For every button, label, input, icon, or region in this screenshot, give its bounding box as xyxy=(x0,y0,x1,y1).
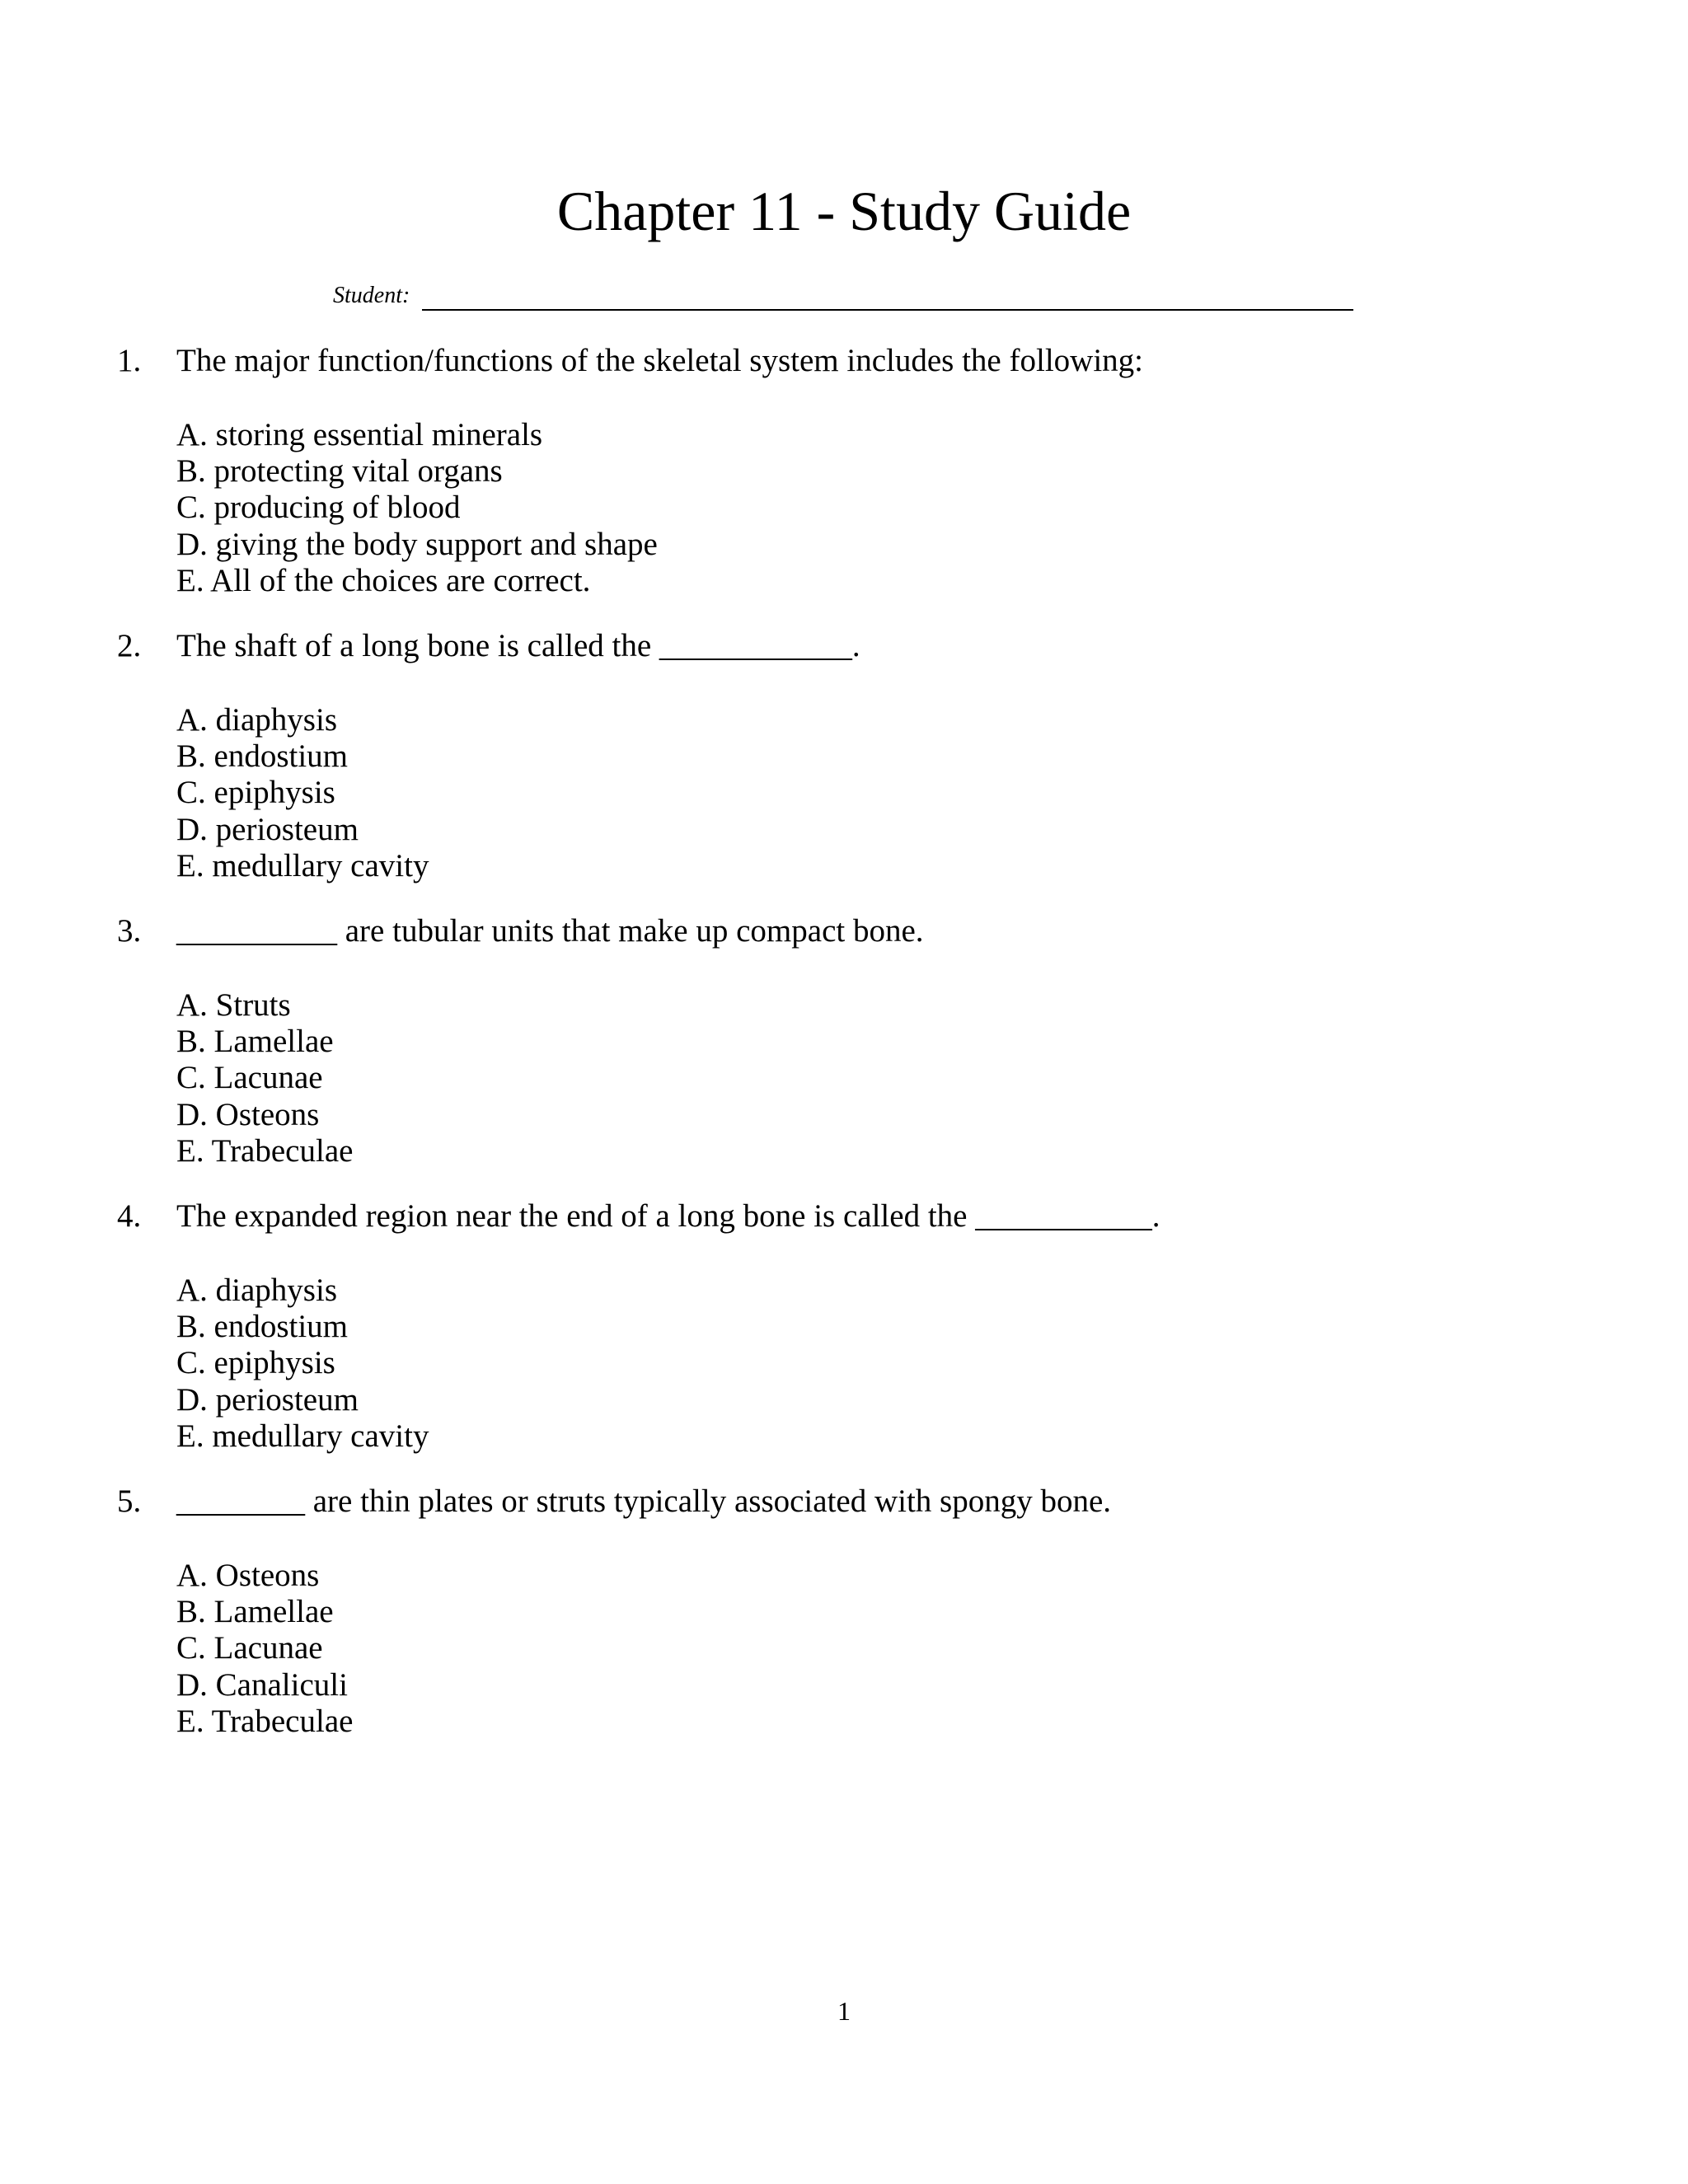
student-label: Student: xyxy=(333,283,410,308)
question-text: The major function/functions of the skeletal system includes the following: xyxy=(176,343,1143,378)
question-number: 2. xyxy=(117,628,142,663)
page-number: 1 xyxy=(837,1996,851,2026)
question-number: 3. xyxy=(117,913,142,949)
choice-item: A. storing essential minerals xyxy=(176,417,543,452)
choice-item: A. Osteons xyxy=(176,1558,320,1593)
choice-item: A. Struts xyxy=(176,987,291,1023)
choice-item: E. medullary cavity xyxy=(176,847,429,883)
choice-item: D. Canaliculi xyxy=(176,1666,348,1703)
choice-list xyxy=(176,702,429,884)
question-number: 4. xyxy=(117,1198,142,1234)
choice-item: E. Trabeculae xyxy=(176,1132,354,1169)
question-number: 5. xyxy=(117,1483,142,1519)
choice-item: C. Lacunae xyxy=(176,1630,323,1666)
choice-item: D. periosteum xyxy=(176,811,359,847)
question-text: The shaft of a long bone is called the ____________. xyxy=(176,628,860,663)
choice-list xyxy=(176,417,658,599)
choice-list xyxy=(176,1558,353,1740)
choice-item: C. epiphysis xyxy=(176,1345,335,1381)
question-text: ________ are thin plates or struts typically associated with spongy bone. xyxy=(176,1483,1112,1519)
choice-item: B. Lamellae xyxy=(176,1024,334,1060)
question-text: The expanded region near the end of a long bone is called the ___________. xyxy=(176,1198,1160,1234)
choice-item: A. diaphysis xyxy=(176,1272,337,1308)
choice-item: C. Lacunae xyxy=(176,1060,323,1096)
choice-list xyxy=(176,987,353,1169)
choice-item: B. protecting vital organs xyxy=(176,453,503,490)
choice-item: E. Trabeculae xyxy=(176,1703,354,1739)
choice-item: C. producing of blood xyxy=(176,490,461,526)
choice-item: E. medullary cavity xyxy=(176,1418,429,1454)
choice-item: C. epiphysis xyxy=(176,775,335,811)
choice-item: A. diaphysis xyxy=(176,702,337,738)
question-number: 1. xyxy=(117,343,142,378)
choice-list xyxy=(176,1272,429,1455)
choice-item: B. Lamellae xyxy=(176,1594,334,1630)
page-title: Chapter 11 - Study Guide xyxy=(556,180,1132,242)
choice-item: B. endostium xyxy=(176,738,349,775)
choice-item: D. periosteum xyxy=(176,1381,359,1418)
student-name-line xyxy=(422,309,1353,311)
choice-item: D. giving the body support and shape xyxy=(176,526,658,562)
choice-item: E. All of the choices are correct. xyxy=(176,562,591,598)
choice-item: D. Osteons xyxy=(176,1096,320,1132)
choice-item: B. endostium xyxy=(176,1309,349,1345)
question-text: __________ are tubular units that make up compact bone. xyxy=(176,913,924,949)
